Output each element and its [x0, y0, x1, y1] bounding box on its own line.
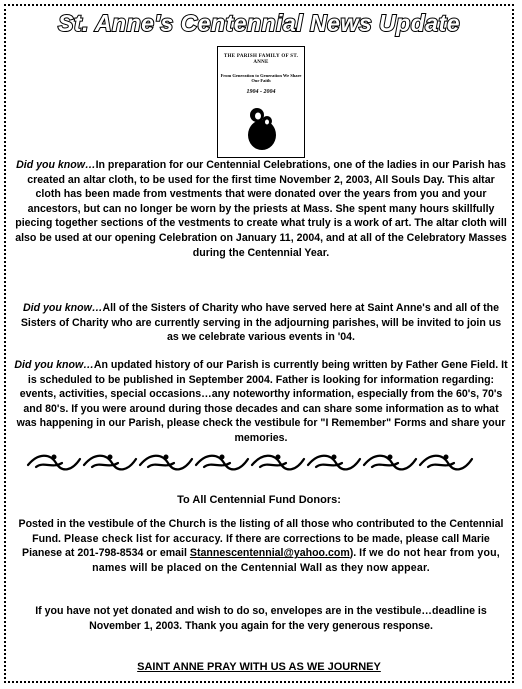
page-title: St. Anne's Centennial News Update [58, 10, 460, 36]
paragraph-parish-history [14, 358, 508, 446]
corrections-text: If there are corrections to be made, please call Marie Pianese at 201-798-8534 or email [22, 532, 490, 560]
paragraph-donor-listing [14, 517, 508, 575]
donors-heading: To All Centennial Fund Donors: [177, 494, 341, 506]
did-you-know-lead: Did you know… [16, 159, 96, 171]
paragraph-body: In preparation for our Centennial Celebrations, one of the ladies in our Parish has created an altar cloth, to be used for the first time November 2, 2003, All Souls Day. This altar cloth has been made from vestments that were donated over the years from you and your ancestors, but can no longer be worn by the priests at Mass. She spent many hours skillfully piecing together sections of the vestments to create what truly is a work of art. The altar cloth will also be used at our opening Celebration on January 11, 2004, and at all of the Celebratory Masses during the Centennial Year. [15, 159, 507, 259]
centennial-wall-note: If we do not hear from you, names will be placed on the Centennial Wall as they now appear. [92, 547, 500, 574]
booklet-subtitle: From Generation to Generation We Share Our Faith [220, 73, 302, 83]
donor-listing-text: Posted in the vestibule of the Church is the listing of all those who contributed to the Centennial Fund. [18, 518, 504, 545]
saint-anne-figure-icon [244, 105, 280, 151]
did-you-know-lead: Did you know… [23, 302, 103, 314]
closing-prayer: SAINT ANNE PRAY WITH US AS WE JOURNEY [137, 661, 381, 673]
paragraph-body: An updated history of our Parish is currently being written by Father Gene Field. It is scheduled to be published in September 2004. Father is looking for information regarding: events, activities, special occasions…any noteworthy information, especially from the 60's, 70's and 80's. If you were around during those decades and can share some information as to what was happening in our Parish, please check the vestibule for "I Remember" Forms and share your memories. [16, 359, 508, 444]
paragraph-body: All of the Sisters of Charity who have served here at Saint Anne's and all of the Sisters of Charity who are currently serving in the adjourning parishes, will be invited to join us as we celebrate various events in '04. [20, 302, 502, 344]
check-accuracy-note: Please check list for accuracy. [63, 532, 224, 545]
booklet-years: 1904 - 2004 [246, 89, 276, 95]
did-you-know-lead: Did you know… [14, 359, 94, 371]
email-closing: ). [349, 547, 360, 560]
paragraph-sisters-of-charity [14, 301, 508, 345]
email-link[interactable]: Stannescentennial@yahoo.com [189, 547, 350, 560]
paragraph-donation-deadline: If you have not yet donated and wish to do so, envelopes are in the vestibule…deadline is November 1, 2003. Thank you again for the very generous response. [35, 605, 487, 632]
newsletter-page [4, 4, 514, 683]
decorative-scroll-border [26, 451, 486, 473]
paragraph-altar-cloth [14, 158, 508, 260]
booklet-title: THE PARISH FAMILY OF ST. ANNE [223, 54, 299, 65]
centennial-booklet-image [217, 46, 305, 158]
